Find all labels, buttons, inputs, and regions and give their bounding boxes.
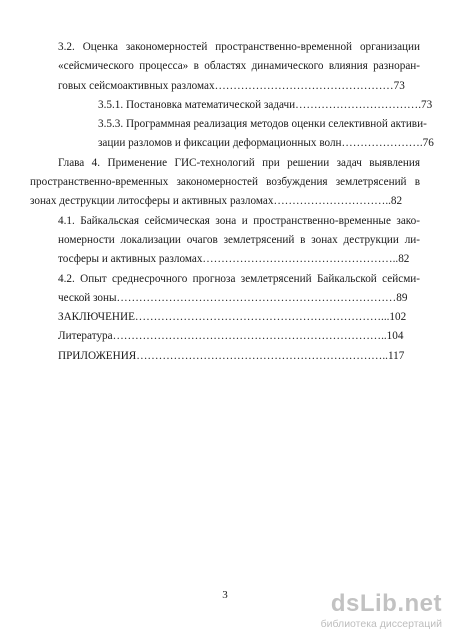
watermark-subtitle: библиотека диссертаций [320,618,442,630]
toc-line: ЗАКЛЮЧЕНИЕ…………………………………………………………...102 [58,311,407,324]
toc-line: номерности локализации очагов землетрясений в зонах деструкции ли- [58,233,420,246]
toc-line: «сейсмического процесса» в областях динамического влияния разноран- [58,60,420,73]
toc-line: ческой зоны…………………………………………………………………89 [58,291,408,304]
toc-line: зонах деструкции литосферы и активных разломах…………………………..82 [30,195,403,208]
toc-line: ПРИЛОЖЕНИЯ…………………………………………………………..117 [58,349,405,362]
toc-line: Глава 4. Применение ГИС-технологий при решении задач выявления [58,156,420,169]
toc-line: 3.2. Оценка закономерностей пространственно-временной организации [58,41,420,53]
watermark-logo: dsLib.net [330,590,442,617]
toc-line: 3.5.3. Программная реализация методов оценки селективной активи- [98,118,427,131]
toc-line: 3.5.1. Постановка математической задачи…………………………….73 [98,98,433,111]
toc-line: тосферы и активных разломах……………………………………………..82 [58,253,410,266]
toc-entry-4-2 [30,270,420,309]
toc-line: пространственно-временных закономерностей возбуждения землетрясений в [30,176,420,189]
table-of-contents [30,38,434,366]
toc-entry-4-1 [30,212,420,270]
toc-line: 4.2. Опыт среднесрочного прогноза землетрясений Байкальской сейсми- [58,272,420,285]
toc-line: 4.1. Байкальская сейсмическая зона и пространственно-временные зако- [58,214,420,227]
toc-entry-3-5-1 [30,96,433,115]
toc-line: Литература………………………………………………………………..104 [58,330,404,343]
toc-entry-3-5-3 [30,115,434,154]
page-number: 3 [222,589,228,601]
toc-line: говых сейсмоактивных разломах…………………………………………73 [58,79,405,92]
watermark [320,590,442,632]
toc-entry-chapter-4 [30,154,420,212]
toc-entry-3-2 [30,38,420,96]
toc-line: зации разломов и фиксации деформационных волн………………….76 [98,137,434,150]
toc-entry-literature [30,327,420,346]
toc-entry-conclusion [30,308,420,327]
toc-entry-appendices [30,347,420,366]
